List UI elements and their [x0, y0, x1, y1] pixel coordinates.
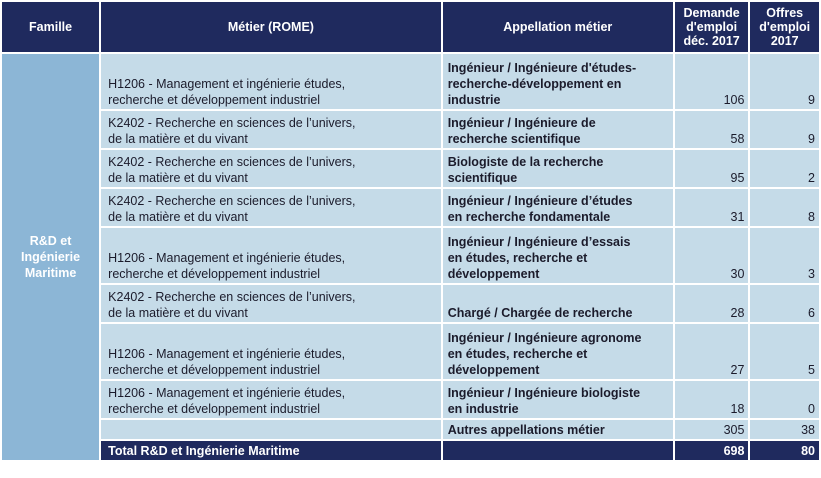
header-offres-line3: 2017 — [770, 34, 799, 48]
rome-cell — [101, 228, 441, 283]
appellation-line1: Biologiste de la recherche — [447, 155, 604, 169]
header-metier: Métier (ROME) — [101, 2, 441, 52]
offres-cell: 6 — [750, 285, 819, 322]
rome-line2: de la matière et du vivant — [108, 132, 248, 146]
header-demande — [675, 2, 749, 52]
appellation-line2: recherche scientifique — [447, 132, 581, 146]
total-spacer — [443, 441, 673, 460]
demande-cell: 58 — [675, 111, 749, 148]
header-demande-line2: d'emploi — [686, 20, 738, 34]
appellation-line1: Ingénieur / Ingénieure d’essais — [447, 235, 631, 249]
total-label: Total R&D et Ingénierie Maritime — [101, 441, 441, 460]
autres-offres: 38 — [750, 420, 819, 439]
header-offres-line2: d'emploi — [759, 20, 811, 34]
famille-line2: Ingénierie — [21, 249, 81, 264]
rome-line1: K2402 - Recherche en sciences de l’univers, — [108, 116, 356, 130]
appellation-line1: Ingénieur / Ingénieure agronome — [447, 331, 642, 345]
table-row — [2, 228, 819, 283]
total-offres: 80 — [750, 441, 819, 460]
rome-cell — [101, 189, 441, 226]
rome-line1: H1206 - Management et ingénierie études, — [108, 386, 346, 400]
table-row — [2, 324, 819, 379]
appellation-line1: Ingénieur / Ingénieure de — [447, 116, 596, 130]
offres-cell: 9 — [750, 111, 819, 148]
rome-cell — [101, 111, 441, 148]
appellation-cell — [443, 324, 673, 379]
offres-cell: 2 — [750, 150, 819, 187]
appellation-line3: développement — [447, 363, 540, 377]
rome-cell — [101, 150, 441, 187]
rome-line1: K2402 - Recherche en sciences de l’univers, — [108, 155, 356, 169]
table-row — [2, 111, 819, 148]
rome-line1: H1206 - Management et ingénierie études, — [108, 77, 346, 91]
appellation-cell — [443, 189, 673, 226]
table-row — [2, 189, 819, 226]
demande-cell: 27 — [675, 324, 749, 379]
famille-line1: R&D et — [29, 233, 72, 248]
appellation-line2: en industrie — [447, 402, 519, 416]
appellation-line2: scientifique — [447, 171, 518, 185]
header-famille: Famille — [2, 2, 99, 52]
appellation-line3: industrie — [447, 93, 501, 107]
table-row — [2, 150, 819, 187]
header-offres — [750, 2, 819, 52]
appellation-line1: Ingénieur / Ingénieure d'études- — [447, 61, 637, 75]
autres-demande: 305 — [675, 420, 749, 439]
total-row — [2, 441, 819, 460]
appellation-line1: Chargé / Chargée de recherche — [447, 306, 633, 320]
demande-cell: 95 — [675, 150, 749, 187]
autres-rome-cell — [101, 420, 441, 439]
rome-line2: recherche et développement industriel — [108, 93, 321, 107]
appellation-cell — [443, 381, 673, 418]
header-appellation: Appellation métier — [443, 2, 673, 52]
header-demande-line3: déc. 2017 — [683, 34, 740, 48]
appellation-cell — [443, 285, 673, 322]
rome-cell — [101, 285, 441, 322]
appellation-cell — [443, 150, 673, 187]
rome-line2: de la matière et du vivant — [108, 210, 248, 224]
appellation-line3: développement — [447, 267, 540, 281]
table-row — [2, 54, 819, 109]
autres-row — [2, 420, 819, 439]
rome-cell — [101, 54, 441, 109]
rome-line2: recherche et développement industriel — [108, 402, 321, 416]
offres-cell: 9 — [750, 54, 819, 109]
appellation-cell — [443, 228, 673, 283]
rome-line2: recherche et développement industriel — [108, 363, 321, 377]
demande-cell: 18 — [675, 381, 749, 418]
rome-cell — [101, 381, 441, 418]
rome-line2: recherche et développement industriel — [108, 267, 321, 281]
appellation-cell — [443, 54, 673, 109]
autres-label: Autres appellations métier — [443, 420, 673, 439]
appellation-line2: en études, recherche et — [447, 251, 588, 265]
rome-line2: de la matière et du vivant — [108, 171, 248, 185]
header-demande-line1: Demande — [683, 6, 740, 20]
demande-cell: 28 — [675, 285, 749, 322]
famille-line3: Maritime — [24, 265, 77, 280]
rome-line1: H1206 - Management et ingénierie études, — [108, 347, 346, 361]
rome-line1: K2402 - Recherche en sciences de l’univers, — [108, 290, 356, 304]
offres-cell: 8 — [750, 189, 819, 226]
offres-cell: 3 — [750, 228, 819, 283]
demande-cell: 31 — [675, 189, 749, 226]
total-demande: 698 — [675, 441, 749, 460]
table-row — [2, 285, 819, 322]
demande-cell: 30 — [675, 228, 749, 283]
rome-cell — [101, 324, 441, 379]
header-offres-line1: Offres — [766, 6, 804, 20]
appellation-line2: recherche-développement en — [447, 77, 622, 91]
demande-cell: 106 — [675, 54, 749, 109]
appellation-line1: Ingénieur / Ingénieure d’études — [447, 194, 633, 208]
appellation-cell — [443, 111, 673, 148]
rome-line2: de la matière et du vivant — [108, 306, 248, 320]
appellation-line2: en recherche fondamentale — [447, 210, 611, 224]
offres-cell: 5 — [750, 324, 819, 379]
famille-cell — [2, 54, 99, 460]
offres-cell: 0 — [750, 381, 819, 418]
rome-line1: K2402 - Recherche en sciences de l’univers, — [108, 194, 356, 208]
rome-line1: H1206 - Management et ingénierie études, — [108, 251, 346, 265]
appellation-line2: en études, recherche et — [447, 347, 588, 361]
appellation-line1: Ingénieur / Ingénieure biologiste — [447, 386, 641, 400]
header-row — [2, 2, 819, 52]
table-row — [2, 381, 819, 418]
